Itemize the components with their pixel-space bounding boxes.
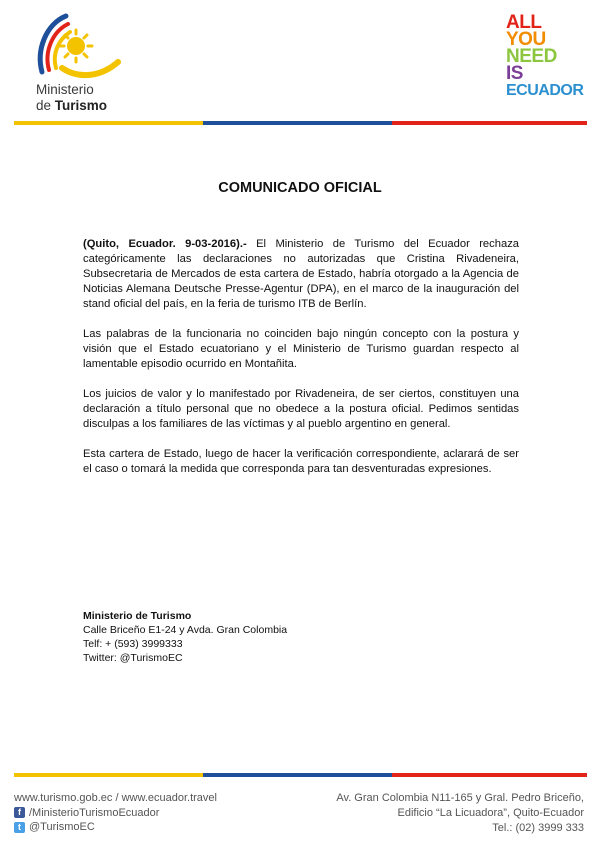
ministry-emblem-icon: [32, 10, 122, 82]
footer-divider: [14, 773, 587, 777]
facebook-icon: f: [14, 807, 25, 818]
signature-phone: Telf: + (593) 3999333: [83, 638, 183, 650]
footer-address-block: [336, 791, 584, 836]
footer-address-line2: Edificio “La Licuadora”, Quito-Ecuador: [397, 807, 584, 819]
campaign-line: ALL: [506, 12, 542, 33]
header-divider: [14, 121, 587, 125]
ministerio-turismo-logo: [22, 10, 132, 113]
paragraph-2: Las palabras de la funcionaria no coinciden bajo ningún concepto con la postura y visión que el Estado ecuatoriano y el Ministerio de Turismo guardan respecto al lamentable episodio ocurrido en Montañita.: [83, 328, 519, 370]
twitter-icon: t: [14, 822, 25, 833]
footer-facebook-row[interactable]: [14, 806, 217, 821]
footer-facebook: /MinisterioTurismoEcuador: [29, 806, 160, 819]
paragraph-1: (Quito, Ecuador. 9-03-2016).- El Ministerio de Turismo del Ecuador rechaza categóricamente las declaraciones no autorizadas que Cristina Rivadeneira, Subsecretaria de Mercados de esta cartera de Estado, habría otorgado a la Agencia de Noticias Alemana Deutsche Presse-Agentur (DPA), en el marco de la inauguración del stand oficial del país, en la feria de turismo ITB de Berlín.: [83, 238, 520, 310]
footer-twitter-row[interactable]: [14, 820, 217, 835]
dateline: (Quito, Ecuador. 9-03-2016).-: [83, 238, 247, 250]
campaign-line: NEED: [506, 46, 557, 67]
footer-contacts: [14, 791, 217, 835]
campaign-line: IS: [506, 63, 523, 84]
signature-twitter: Twitter: @TurismoEC: [83, 652, 183, 664]
signature-name: Ministerio de Turismo: [83, 610, 192, 622]
ministry-name-line1: Ministerio: [36, 82, 94, 97]
all-you-need-is-ecuador-logo: [506, 14, 592, 99]
signature-address: Calle Briceño E1-24 y Avda. Gran Colombia: [83, 624, 288, 636]
ministry-name-line2: de Turismo: [36, 98, 108, 113]
footer-address-line1: Av. Gran Colombia N11-165 y Gral. Pedro Briceño,: [336, 792, 584, 804]
footer-phone: Tel.: (02) 3999 333: [492, 822, 584, 834]
campaign-line: YOU: [506, 29, 546, 50]
paragraph-3: Los juicios de valor y lo manifestado por Rivadeneira, de ser ciertos, constituyen una declaración a título personal que no obedece a la postura oficial. Pedimos sentidas disculpas a los familiares de las víctimas y al pueblo argentino en general.: [83, 388, 519, 430]
signature-block: [83, 609, 287, 665]
campaign-line: ECUADOR: [506, 82, 584, 99]
paragraph-4: Esta cartera de Estado, luego de hacer la verificación correspondiente, aclarará de ser el caso o tomará la medida que corresponda para tan desventuradas expresiones.: [83, 448, 519, 475]
footer-websites[interactable]: www.turismo.gob.ec / www.ecuador.travel: [14, 792, 217, 804]
footer-twitter: @TurismoEC: [29, 821, 95, 833]
document-body: [83, 237, 519, 492]
document-title: COMUNICADO OFICIAL: [218, 180, 382, 196]
